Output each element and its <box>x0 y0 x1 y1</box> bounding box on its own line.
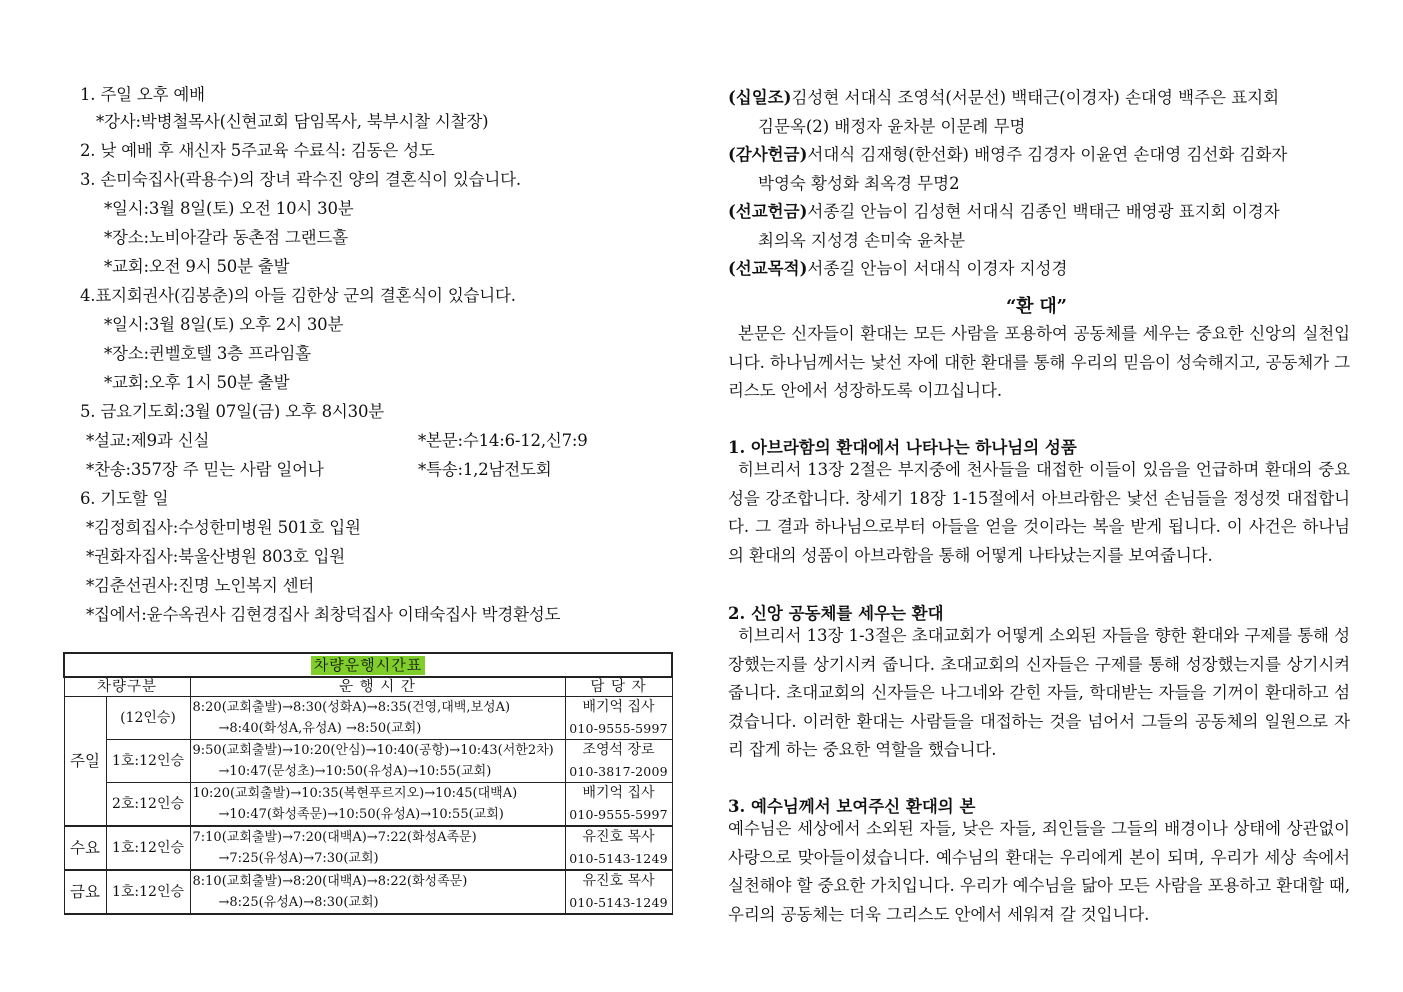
announcement-line: 3. 손미숙집사(곽용수)의 장녀 곽수진 양의 결혼식이 있습니다. <box>80 170 521 189</box>
announcement-line: *강사:박병철목사(신현교회 담임목사, 북부시찰 시찰장) <box>96 112 489 131</box>
offering-names: 서대식 김재형(한선화) 배영주 김경자 이윤연 손대영 김선화 김화자 <box>807 145 1288 164</box>
route-line-2: →8:40(화성A,유성A) →8:50(교회) <box>190 718 565 740</box>
manager-name: 배기억 집사 <box>565 783 672 805</box>
day-cell: 금요 <box>64 870 106 914</box>
announcement-line: *특송:1,2남전도회 <box>418 460 552 479</box>
offering-entry <box>728 141 1353 198</box>
section-heading: 2. 신앙 공동체를 세우는 환대 <box>728 604 944 623</box>
announcement-line: *장소:노비아갈라 동촌점 그랜드홀 <box>104 228 348 247</box>
section-body: 히브리서 13장 1-3절은 초대교회가 어떻게 소외된 자들을 향한 환대와 구제를 통해 성장했는지를 상기시켜 줍니다. 초대교회의 신자들은 구제를 통해 성장했는지를 상기시켜 줍니다. 초대교회의 신자들은 나그네와 갇힌 자들, 학대받는 자들을 기꺼이 환대하고 섬겼습니다. 이러한 환대는 사람들을 대접하는 것을 넘어서 그들의 공동체의 일원으로 자리 잡게 하는 중요한 역할을 했습니다. <box>728 626 1350 759</box>
route-line-1: 8:10(교회출발)→8:20(대백A)→8:22(화성족문) <box>190 870 565 892</box>
announcement-line: 5. 금요기도회:3월 07일(금) 오후 8시30분 <box>80 402 385 421</box>
announcement-line: 6. 기도할 일 <box>80 489 169 508</box>
manager-phone: 010-5143-1249 <box>565 848 672 870</box>
bus-table-title-cell <box>64 653 672 677</box>
announcement-line: *김춘선권사:진명 노인복지 센터 <box>86 576 315 595</box>
day-cell: 주일 <box>64 697 106 827</box>
table-row <box>64 783 672 805</box>
offering-names: 서종길 안늠이 김성현 서대식 김종인 백태근 배영광 표지회 이경자 <box>807 202 1280 221</box>
bus-table-header-row <box>64 677 672 697</box>
bus-table-title: 차량운행시간표 <box>311 656 425 675</box>
announcement-line: 1. 주일 오후 예배 <box>80 85 205 104</box>
manager-phone: 010-5143-1249 <box>565 892 672 914</box>
route-line-2: →8:25(유성A)→8:30(교회) <box>190 892 565 914</box>
offering-names-cont: 박영숙 황성화 최옥경 무명2 <box>758 173 960 193</box>
table-row <box>64 697 672 719</box>
vehicle-cell: 1호:12인승 <box>106 870 190 914</box>
manager-phone: 010-9555-5997 <box>565 804 672 826</box>
day-cell: 수요 <box>64 826 106 870</box>
offering-label: (선교헌금) <box>728 202 808 221</box>
announcement-line: *본문:수14:6-12,신7:9 <box>418 431 588 450</box>
vehicle-cell: (12인승) <box>106 697 190 740</box>
announcement-line: *권화자집사:북울산병원 803호 입원 <box>86 547 345 566</box>
announcement-line: 2. 낮 예배 후 새신자 5주교육 수료식: 김동은 성도 <box>80 141 435 160</box>
route-line-2: →10:47(문성초)→10:50(유성A)→10:55(교회) <box>190 761 565 783</box>
route-line-1: 7:10(교회출발)→7:20(대백A)→7:22(화성A족문) <box>190 826 565 848</box>
vehicle-cell: 1호:12인승 <box>106 740 190 783</box>
offering-entry <box>728 198 1353 255</box>
offering-entry <box>728 84 1353 141</box>
section-heading: 1. 아브라함의 환대에서 나타나는 하나님의 성품 <box>728 438 1077 457</box>
announcement-line: *장소:퀸벨호텔 3층 프라임홀 <box>104 344 311 363</box>
announcement-line: *찬송:357장 주 믿는 사람 일어나 <box>86 460 324 479</box>
offering-label: (감사헌금) <box>728 145 808 164</box>
route-line-2: →7:25(유성A)→7:30(교회) <box>190 848 565 870</box>
route-line-2: →10:47(화성족문)→10:50(유성A)→10:55(교회) <box>190 804 565 826</box>
table-row <box>64 740 672 762</box>
sermon-intro: 본문은 신자들이 환대는 모든 사람을 포용하여 공동체를 세우는 중요한 신앙의 실천입니다. 하나님께서는 낯선 자에 대한 환대를 통해 우리의 믿음이 성숙해지고, 공동체가 그리스도 안에서 성장하도록 이끄십니다. <box>728 324 1350 400</box>
manager-name: 배기억 집사 <box>565 697 672 719</box>
manager-name: 유진호 목사 <box>565 826 672 848</box>
left-column <box>0 0 700 992</box>
offering-names: 김성현 서대식 조영석(서문선) 백태근(이경자) 손대영 백주은 표지회 <box>791 88 1280 107</box>
header-time: 운 행 시 간 <box>190 677 565 697</box>
announcement-line: *집에서:윤수옥권사 김현경집사 최창덕집사 이태숙집사 박경환성도 <box>86 605 561 624</box>
bus-table-body <box>64 697 672 915</box>
announcement-line: *일시:3월 8일(토) 오전 10시 30분 <box>104 199 354 218</box>
header-vehicle: 차량구분 <box>64 677 190 697</box>
offering-label: (선교목적) <box>728 259 808 278</box>
route-line-1: 8:20(교회출발)→8:30(성화A)→8:35(건영,대백,보성A) <box>190 697 565 719</box>
offering-names: 서종길 안늠이 서대식 이경자 지성경 <box>807 259 1068 278</box>
bus-schedule-table <box>63 652 673 915</box>
manager-name: 유진호 목사 <box>565 870 672 892</box>
section-body: 예수님은 세상에서 소외된 자들, 낮은 자들, 죄인들을 그들의 배경이나 상태에 상관없이 사랑으로 맞아들이셨습니다. 예수님의 환대는 우리에게 본이 되며, 우리가 세상 속에서 실천해야 할 중요한 가치입니다. 우리가 예수님을 닮아 모든 사람을 포용하고 환대할 때, 우리의 공동체는 더욱 그리스도 안에서 세워져 갈 것입니다. <box>728 819 1350 924</box>
section-body: 히브리서 13장 2절은 부지중에 천사들을 대접한 이들이 있음을 언급하며 환대의 중요성을 강조합니다. 창세기 18장 1-15절에서 아브라함은 낯선 손님들을 정성껏 대접합니다. 그 결과 하나님으로부터 아들을 얻을 것이라는 복을 받게 됩니다. 이 사건은 하나님의 환대의 성품이 아브라함을 통해 어떻게 나타났는지를 보여줍니다. <box>728 460 1350 565</box>
announcement-line: *일시:3월 8일(토) 오후 2시 30분 <box>104 315 344 334</box>
table-row <box>64 826 672 848</box>
section-heading: 3. 예수님께서 보여주신 환대의 본 <box>728 797 976 816</box>
manager-phone: 010-9555-5997 <box>565 718 672 740</box>
announcement-line: 4.표지회권사(김봉춘)의 아들 김한상 군의 결혼식이 있습니다. <box>80 286 516 305</box>
vehicle-cell: 1호:12인승 <box>106 826 190 870</box>
offering-names-cont: 김문옥(2) 배정자 윤차분 이문례 무명 <box>758 116 1026 136</box>
manager-name: 조영석 장로 <box>565 740 672 762</box>
announcement-line: *교회:오후 1시 50분 출발 <box>104 373 290 392</box>
announcement-line: *교회:오전 9시 50분 출발 <box>104 257 290 276</box>
route-line-1: 10:20(교회출발)→10:35(복현푸르지오)→10:45(대백A) <box>190 783 565 805</box>
offering-entry <box>728 255 1353 284</box>
vehicle-cell: 2호:12인승 <box>106 783 190 827</box>
announcement-line: *김정희집사:수성한미병원 501호 입원 <box>86 518 361 537</box>
sermon-title: “환 대” <box>1006 296 1067 317</box>
table-row <box>64 870 672 892</box>
announcement-line: *설교:제9과 신실 <box>86 431 210 450</box>
header-manager: 담 당 자 <box>565 677 672 697</box>
offering-label: (십일조) <box>728 88 792 107</box>
manager-phone: 010-3817-2009 <box>565 761 672 783</box>
route-line-1: 9:50(교회출발)→10:20(안심)→10:40(공항)→10:43(서한2차) <box>190 740 565 762</box>
offering-names-cont: 최의옥 지성경 손미숙 윤차분 <box>758 230 966 250</box>
